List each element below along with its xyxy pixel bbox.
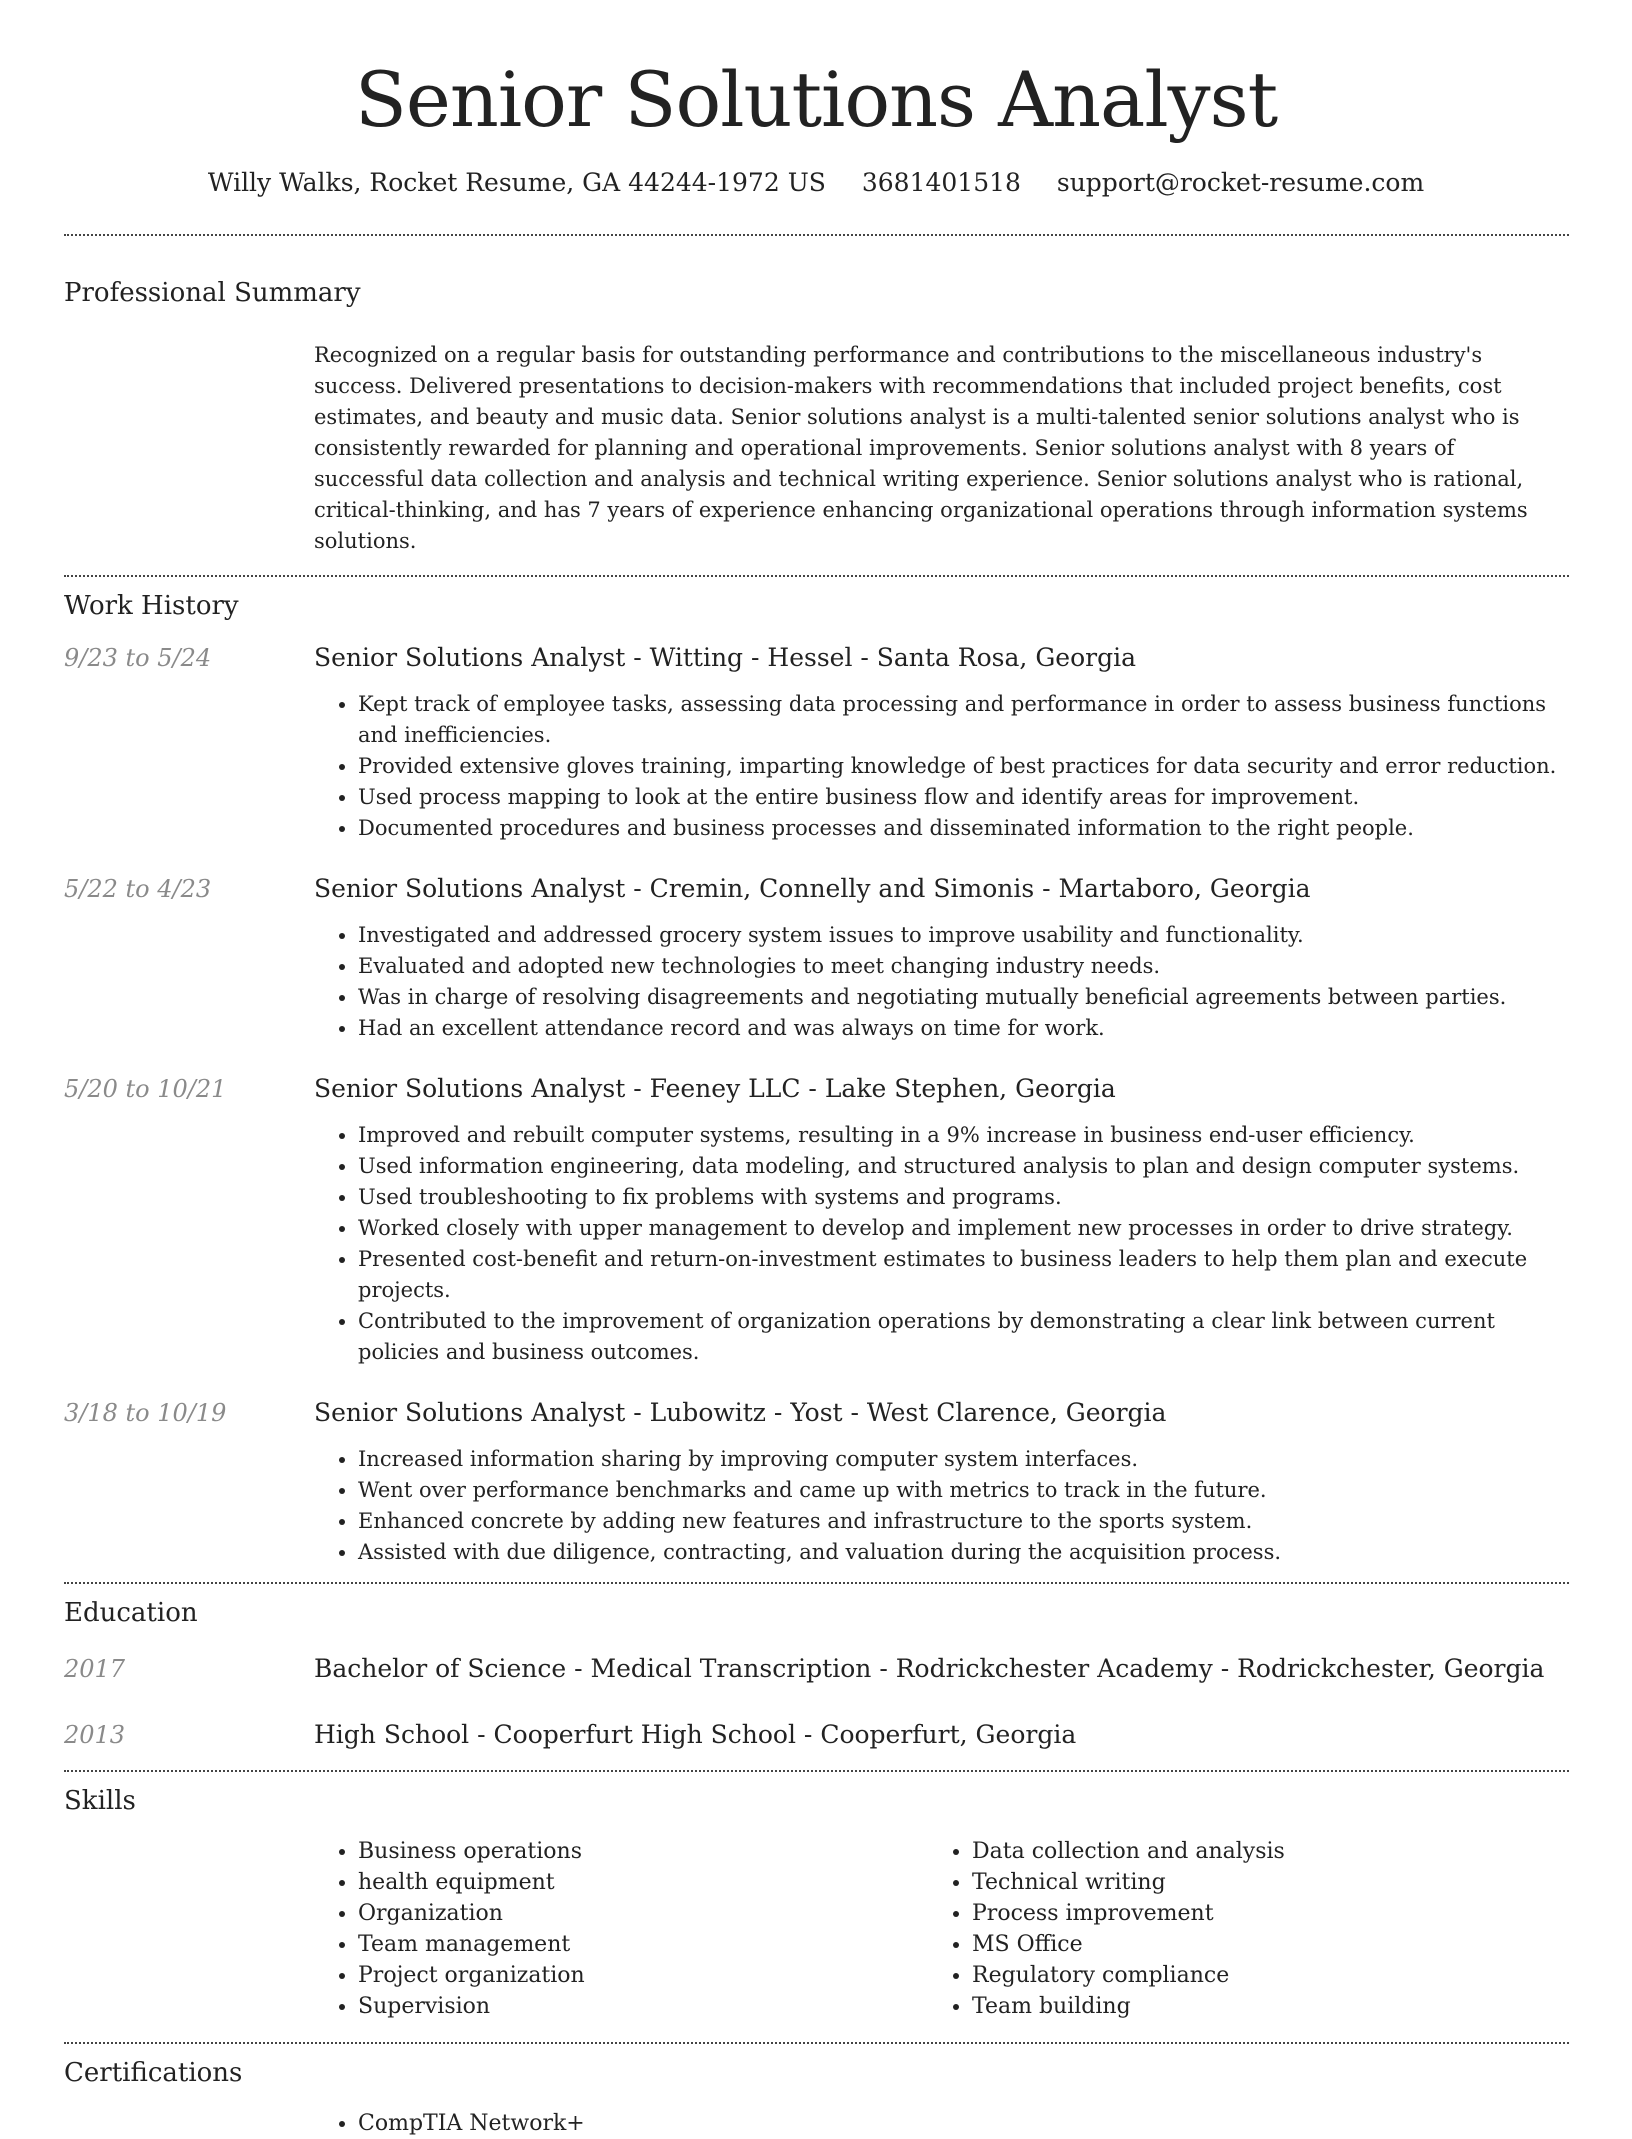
skill-item: • Regulatory compliance: [972, 1960, 1532, 1991]
job-bullet: • Investigated and addressed grocery system issues to improve usability and functionality.: [358, 920, 1569, 951]
job-bullet: • Improved and rebuilt computer systems, resulting in a 9% increase in business end-user efficiency.: [358, 1120, 1569, 1151]
job-bullet: • Worked closely with upper management to develop and implement new processes in order to drive strategy.: [358, 1213, 1569, 1244]
contact-email: support@rocket-resume.com: [1056, 168, 1425, 197]
job-bullet: • Used troubleshooting to fix problems with systems and programs.: [358, 1182, 1569, 1213]
job-bullet: • Assisted with due diligence, contracting, and valuation during the acquisition process.: [358, 1537, 1569, 1568]
contact-address: Willy Walks, Rocket Resume, GA 44244-1972 US: [207, 168, 826, 197]
job-bullet: • Documented procedures and business processes and disseminated information to the right people.: [358, 813, 1569, 844]
education-entry: [64, 1652, 1569, 1686]
skills-columns: [314, 1836, 1569, 2042]
certifications-heading: Certifications: [64, 2058, 243, 2088]
certifications-list: [314, 2108, 1569, 2139]
contact-line: [0, 166, 1632, 200]
job-dates: 9/23 to 5/24: [64, 644, 212, 672]
work-history-section: [64, 575, 1569, 1582]
certification-item: • CompTIA Network+: [358, 2108, 1569, 2139]
job-bullet: • Evaluated and adopted new technologies to meet changing industry needs.: [358, 951, 1569, 982]
skills-list-right: [928, 1836, 1532, 2022]
skill-item: • Project organization: [358, 1960, 928, 1991]
job-bullet: • Enhanced concrete by adding new features and infrastructure to the sports system.: [358, 1506, 1569, 1537]
skill-item: • Supervision: [358, 1991, 928, 2022]
education-degree: Bachelor of Science - Medical Transcription: [314, 1654, 872, 1683]
job-bullets: [314, 689, 1569, 844]
skill-item: • Team building: [972, 1991, 1532, 2022]
job-bullet: • Contributed to the improvement of organization operations by demonstrating a clear link between current policies and business outcomes.: [358, 1306, 1569, 1368]
skill-item: • Data collection and analysis: [972, 1836, 1532, 1867]
education-entry: [64, 1718, 1569, 1752]
job-dates: 3/18 to 10/19: [64, 1399, 227, 1427]
skill-item: • Team management: [358, 1929, 928, 1960]
job-entry: [64, 1396, 1569, 1568]
certifications-section: [64, 2042, 1569, 2139]
resume-header: [0, 0, 1632, 200]
job-bullet: • Kept track of employee tasks, assessing data processing and performance in order to assess business functions and inefficiencies.: [358, 689, 1569, 751]
education-list: [64, 1652, 1569, 1770]
job-bullet: • Presented cost-benefit and return-on-investment estimates to business leaders to help them plan and execute projects.: [358, 1244, 1569, 1306]
skill-item: • health equipment: [358, 1867, 928, 1898]
work-history-heading: Work History: [64, 591, 239, 621]
skill-item: • Technical writing: [972, 1867, 1532, 1898]
skills-section: [64, 1770, 1569, 2042]
education-heading: Education: [64, 1598, 198, 1628]
education-detail: [314, 1718, 1076, 1752]
job-bullet: • Provided extensive gloves training, imparting knowledge of best practices for data security and error reduction.: [358, 751, 1569, 782]
summary-heading: Professional Summary: [64, 278, 361, 308]
job-bullets: [314, 1120, 1569, 1368]
summary-text: Recognized on a regular basis for outstanding performance and contributions to the miscellaneous industry's success. Delivered presentations to decision-makers with recommendations that included project benefits, cost estimates, and beauty and music data. Senior solutions analyst is a multi-talented senior solutions analyst who is consistently rewarded for planning and operational improvements. Senior solutions analyst with 8 years of successful data collection and analysis and technical writing experience. Senior solutions analyst who is rational, critical-thinking, and has 7 years of experience enhancing organizational operations through information systems solutions.: [314, 343, 1528, 553]
job-bullets: [314, 920, 1569, 1044]
job-bullet: • Used information engineering, data modeling, and structured analysis to plan and design computer systems.: [358, 1151, 1569, 1182]
job-list: [64, 641, 1569, 1582]
summary-section: [64, 236, 1569, 575]
education-year: 2017: [64, 1655, 126, 1683]
skills-list-left: [314, 1836, 928, 2022]
education-detail: [314, 1652, 1544, 1686]
job-heading: Senior Solutions Analyst - Witting - Hessel - Santa Rosa, Georgia: [314, 643, 1136, 672]
job-heading: Senior Solutions Analyst - Cremin, Connelly and Simonis - Martaboro, Georgia: [314, 874, 1311, 903]
job-bullet: • Was in charge of resolving disagreements and negotiating mutually beneficial agreements between parties.: [358, 982, 1569, 1013]
job-bullet: • Went over performance benchmarks and came up with metrics to track in the future.: [358, 1475, 1569, 1506]
resume-title: Senior Solutions Analyst: [354, 55, 1278, 144]
job-bullet: • Had an excellent attendance record and was always on time for work.: [358, 1013, 1569, 1044]
job-entry: [64, 872, 1569, 1044]
job-dates: 5/22 to 4/23: [64, 875, 212, 903]
education-section: [64, 1582, 1569, 1770]
job-bullet: • Used process mapping to look at the entire business flow and identify areas for improvement.: [358, 782, 1569, 813]
job-entry: [64, 641, 1569, 844]
job-bullet: • Increased information sharing by improving computer system interfaces.: [358, 1444, 1569, 1475]
skill-item: • Business operations: [358, 1836, 928, 1867]
job-dates: 5/20 to 10/21: [64, 1075, 227, 1103]
education-school: - Rodrickchester Academy - Rodrickchester, Georgia: [871, 1654, 1545, 1683]
education-school: - Cooperfurt High School - Cooperfurt, Georgia: [469, 1720, 1077, 1749]
contact-phone: 3681401518: [861, 168, 1021, 197]
skills-heading: Skills: [64, 1786, 136, 1816]
skill-item: • Process improvement: [972, 1898, 1532, 1929]
job-heading: Senior Solutions Analyst - Feeney LLC - Lake Stephen, Georgia: [314, 1074, 1116, 1103]
skill-item: • Organization: [358, 1898, 928, 1929]
skill-item: • MS Office: [972, 1929, 1532, 1960]
education-year: 2013: [64, 1721, 126, 1749]
education-degree: High School: [314, 1720, 470, 1749]
job-bullets: [314, 1444, 1569, 1568]
job-heading: Senior Solutions Analyst - Lubowitz - Yost - West Clarence, Georgia: [314, 1398, 1167, 1427]
job-entry: [64, 1072, 1569, 1368]
